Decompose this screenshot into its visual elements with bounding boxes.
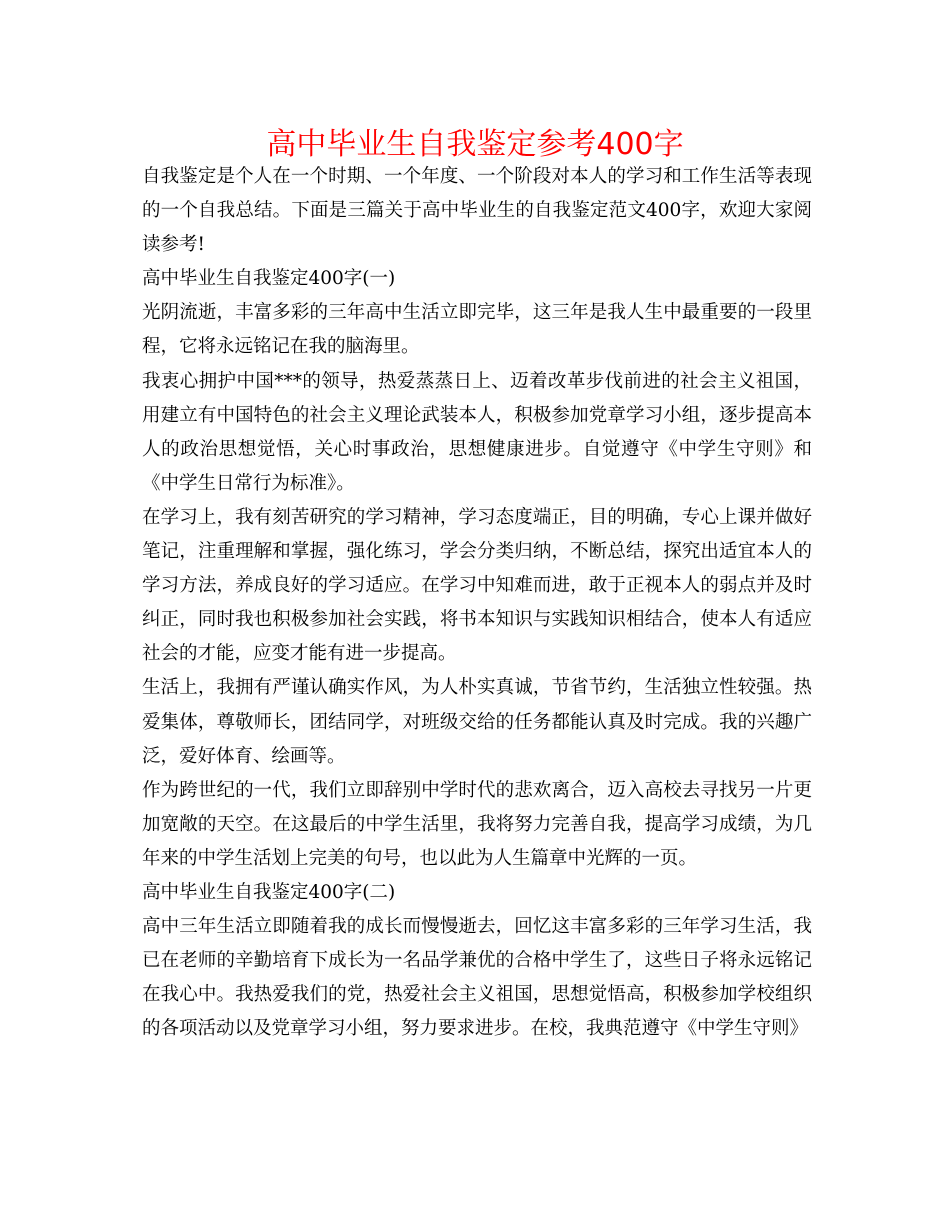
section-heading-2: 高中毕业生自我鉴定400字(二): [142, 881, 396, 903]
body-paragraph: 生活上，我拥有严谨认确实作风，为人朴实真诚，节省节约，生活独立性较强。热爱集体，尊敬师长，团结同学，对班级交给的任务都能认真及时完成。我的兴趣广泛，爱好体育、绘画等。: [142, 677, 812, 767]
body-paragraph: 高中三年生活立即随着我的成长而慢慢逝去，回忆这丰富多彩的三年学习生活，我已在老师的辛勤培育下成长为一名品学兼优的合格中学生了，这些日子将永远铭记在我心中。我热爱我们的党，热爱社会主义祖国，思想觉悟高，积极参加学校组织的各项活动以及党章学习小组，努力要求进步。在校，我典范遵守《中学生守则》: [142, 916, 812, 1040]
document-body: [142, 160, 812, 1046]
body-paragraph: 在学习上，我有刻苦研究的学习精神，学习态度端正，目的明确，专心上课并做好笔记，注重理解和掌握，强化练习，学会分类归纳，不断总结，探究出适宜本人的学习方法，养成良好的学习适应。在学习中知难而进，敢于正视本人的弱点并及时纠正，同时我也积极参加社会实践，将书本知识与实践知识相结合，使本人有适应社会的才能，应变才能有进一步提高。: [142, 506, 812, 665]
body-paragraph: 我衷心拥护中国***的领导，热爱蒸蒸日上、迈着改革步伐前进的社会主义祖国，用建立有中国特色的社会主义理论武装本人，积极参加党章学习小组，逐步提高本人的政治思想觉悟，关心时事政治，思想健康进步。自觉遵守《中学生守则》和《中学生日常行为标准》。: [142, 370, 812, 494]
body-paragraph: 作为跨世纪的一代，我们立即辞别中学时代的悲欢离合，迈入高校去寻找另一片更加宽敞的天空。在这最后的中学生活里，我将努力完善自我，提高学习成绩，为几年来的中学生活划上完美的句号，也以此为人生篇章中光辉的一页。: [142, 779, 812, 869]
intro-paragraph: 自我鉴定是个人在一个时期、一个年度、一个阶段对本人的学习和工作生活等表现的一个自我总结。下面是三篇关于高中毕业生的自我鉴定范文400字，欢迎大家阅读参考!: [142, 166, 812, 256]
section-heading-1: 高中毕业生自我鉴定400字(一): [142, 268, 396, 290]
document-title: 高中毕业生自我鉴定参考400字: [266, 127, 684, 162]
body-paragraph: 光阴流逝，丰富多彩的三年高中生活立即完毕，这三年是我人生中最重要的一段里程，它将永远铭记在我的脑海里。: [142, 302, 812, 358]
